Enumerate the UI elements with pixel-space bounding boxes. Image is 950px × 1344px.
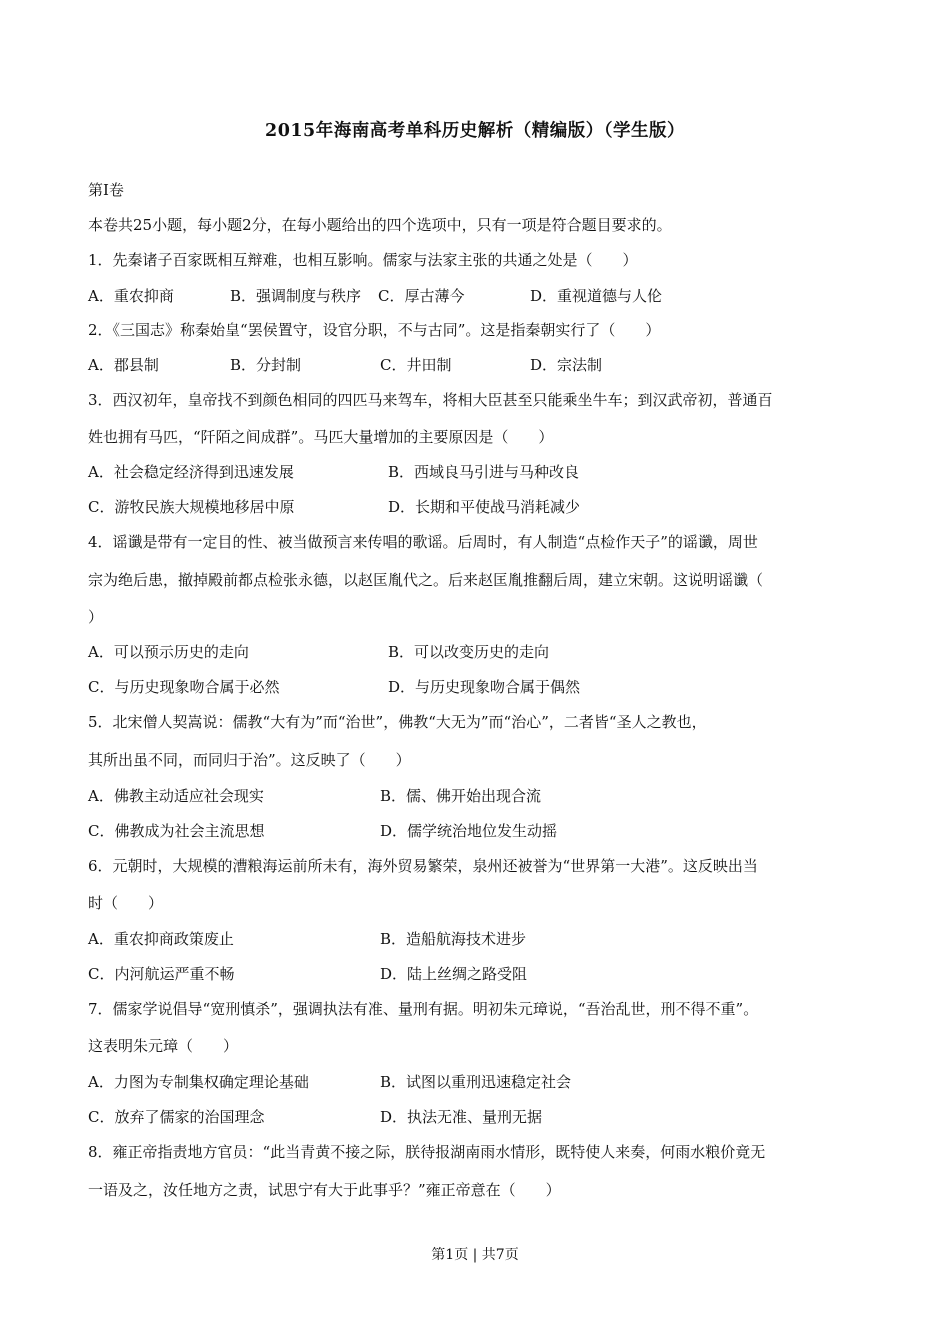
- q7-option-b: B．试图以重刑迅速稳定社会: [380, 1073, 572, 1091]
- question-6-stem-cont: 时（ ）: [88, 894, 164, 912]
- q6-option-a: A．重农抑商政策废止: [88, 930, 234, 948]
- question-6-stem: 6．元朝时，大规模的漕粮海运前所未有，海外贸易繁荣，泉州还被誉为“世界第一大港”。这反映出当: [88, 857, 758, 875]
- q4-option-a: A．可以预示历史的走向: [88, 643, 249, 661]
- q1-option-d: D．重视道德与人伦: [530, 287, 663, 305]
- q4-option-b: B．可以改变历史的走向: [388, 643, 550, 661]
- question-8-stem-cont: 一语及之，汝任地方之责，试思宁有大于此事乎？”雍正帝意在（ ）: [88, 1181, 561, 1199]
- q6-option-b: B．造船航海技术进步: [380, 930, 527, 948]
- q2-option-b: B．分封制: [230, 356, 302, 374]
- q5-option-b: B．儒、佛开始出现合流: [380, 787, 542, 805]
- section-heading: 第Ⅰ卷: [88, 181, 124, 199]
- page-title: 2015年海南高考单科历史解析（精编版）（学生版）: [265, 121, 685, 141]
- question-2-stem: 2．《三国志》称秦始皇“罢侯置守，设官分职，不与古同”。这是指秦朝实行了（ ）: [88, 321, 661, 339]
- q5-option-d: D．儒学统治地位发生动摇: [380, 822, 558, 840]
- q1-option-c: C．厚古薄今: [378, 287, 465, 305]
- q3-option-b: B．西域良马引进与马种改良: [388, 463, 580, 481]
- question-5-stem-cont: 其所出虽不同，而同归于治”。这反映了（ ）: [88, 751, 411, 769]
- q4-option-c: C．与历史现象吻合属于必然: [88, 678, 280, 696]
- q2-option-a: A．郡县制: [88, 356, 159, 374]
- q4-option-d: D．与历史现象吻合属于偶然: [388, 678, 581, 696]
- question-3-stem-cont: 姓也拥有马匹，“阡陌之间成群”。马匹大量增加的主要原因是（ ）: [88, 428, 554, 446]
- q1-option-a: A．重农抑商: [88, 287, 174, 305]
- q7-option-d: D．执法无准、量刑无据: [380, 1108, 543, 1126]
- q6-option-d: D．陆上丝绸之路受阻: [380, 965, 528, 983]
- question-3-stem: 3．西汉初年，皇帝找不到颜色相同的四匹马来驾车，将相大臣甚至只能乘坐牛车；到汉武帝初，普通百: [88, 391, 773, 409]
- q1-option-b: B．强调制度与秩序: [230, 287, 362, 305]
- q2-option-d: D．宗法制: [530, 356, 603, 374]
- question-8-stem: 8．雍正帝指责地方官员：“此当青黄不接之际，朕待报湖南雨水情形，既特使人来奏，何雨水粮价竟无: [88, 1143, 766, 1161]
- q5-option-c: C．佛教成为社会主流思想: [88, 822, 265, 840]
- question-7-stem-cont: 这表明朱元璋（ ）: [88, 1037, 239, 1055]
- q7-option-a: A．力图为专制集权确定理论基础: [88, 1073, 309, 1091]
- question-1-stem: 1．先秦诸子百家既相互辩难，也相互影响。儒家与法家主张的共通之处是（ ）: [88, 251, 638, 269]
- question-7-stem: 7．儒家学说倡导“宽刑慎杀”，强调执法有准、量刑有据。明初朱元璋说，“吾治乱世，刑不得不重”。: [88, 1000, 759, 1018]
- q3-option-a: A．社会稳定经济得到迅速发展: [88, 463, 294, 481]
- question-4-stem-end: ）: [88, 608, 104, 626]
- q6-option-c: C．内河航运严重不畅: [88, 965, 235, 983]
- q3-option-c: C．游牧民族大规模地移居中原: [88, 498, 295, 516]
- question-5-stem: 5．北宋僧人契嵩说：儒教“大有为”而“治世”，佛教“大无为”而“治心”，二者皆“圣人之教也，: [88, 713, 707, 731]
- question-4-stem-cont: 宗为绝后患，撤掉殿前都点检张永德，以赵匡胤代之。后来赵匡胤推翻后周，建立宋朝。这说明谣谶（: [88, 571, 764, 589]
- page-footer: 第1页 | 共7页: [431, 1247, 519, 1263]
- q2-option-c: C．井田制: [380, 356, 452, 374]
- q5-option-a: A．佛教主动适应社会现实: [88, 787, 264, 805]
- question-4-stem: 4．谣谶是带有一定目的性、被当做预言来传唱的歌谣。后周时，有人制造“点检作天子”的谣谶，周世: [88, 533, 758, 551]
- q3-option-d: D．长期和平使战马消耗减少: [388, 498, 581, 516]
- instructions: 本卷共25小题，每小题2分，在每小题给出的四个选项中，只有一项是符合题目要求的。: [88, 216, 672, 234]
- q7-option-c: C．放弃了儒家的治国理念: [88, 1108, 265, 1126]
